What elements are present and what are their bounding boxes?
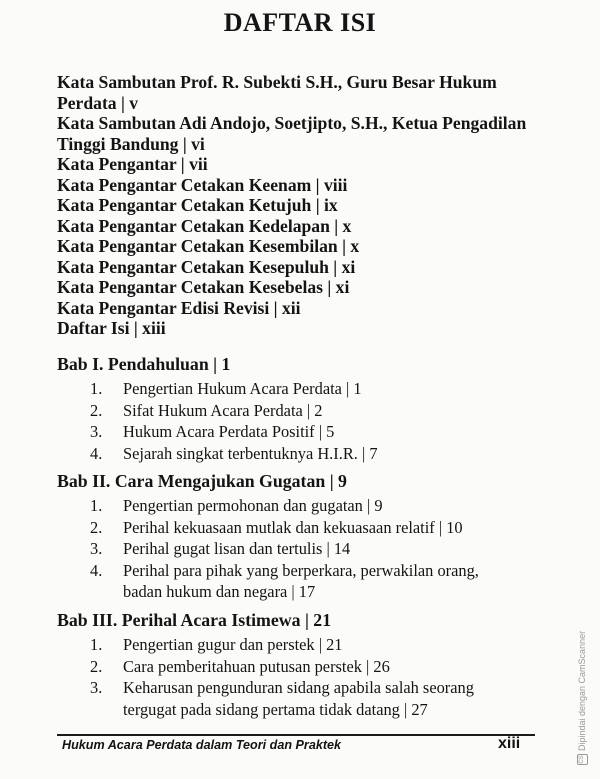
toc-item-number: 4.: [90, 443, 103, 463]
toc-item-text: Sejarah singkat terbentuknya H.I.R. | 7: [123, 443, 378, 463]
toc-item-text: Pengertian gugur dan perstek | 21: [123, 635, 343, 654]
front-matter-list: [57, 72, 527, 339]
scanner-watermark: [577, 595, 591, 765]
toc-item: [57, 517, 537, 539]
front-matter-line: Kata Pengantar Edisi Revisi | xii: [57, 297, 301, 318]
toc-item-number: 1.: [90, 496, 103, 515]
chapter-section: [57, 470, 537, 603]
front-matter-line: Daftar Isi | xiii: [57, 318, 166, 338]
toc-item-number: 2.: [90, 656, 103, 676]
front-matter-line: Perdata | v: [57, 92, 139, 113]
toc-item-number: 2.: [90, 400, 103, 420]
toc-item-text: Sifat Hukum Acara Perdata | 2: [123, 400, 323, 420]
front-matter-line: Kata Pengantar Cetakan Keenam | viii: [57, 174, 348, 195]
toc-item-text: Pengertian Hukum Acara Perdata | 1: [123, 379, 362, 398]
toc-item: [57, 378, 537, 400]
toc-item-number: 3.: [90, 678, 103, 698]
toc-item: [57, 421, 537, 443]
toc-item: [57, 443, 537, 465]
toc-item-number: 2.: [90, 517, 103, 537]
toc-item-text: Pengertian permohonan dan gugatan | 9: [123, 496, 383, 515]
front-matter-line: Kata Sambutan Prof. R. Subekti S.H., Guru Besar Hukum: [57, 72, 497, 92]
page-title: DAFTAR ISI: [223, 8, 377, 37]
chapter-section: [57, 609, 537, 720]
toc-item: [57, 560, 537, 603]
footer-page-number: xiii: [498, 735, 521, 752]
toc-item-number: 1.: [90, 635, 103, 654]
front-matter-line: Kata Pengantar | vii: [57, 154, 208, 174]
chapter-heading: Bab I. Pendahuluan | 1: [57, 354, 231, 374]
chapter-heading: Bab II. Cara Mengajukan Gugatan | 9: [57, 471, 347, 491]
footer-divider: [57, 734, 535, 736]
toc-item-text: Hukum Acara Perdata Positif | 5: [123, 422, 335, 442]
toc-item-text: Perihal gugat lisan dan tertulis | 14: [123, 539, 351, 559]
toc-item: [57, 400, 537, 422]
toc-item-text: Keharusan pengunduran sidang apabila salah seorang: [123, 678, 474, 698]
front-matter-line: Kata Pengantar Cetakan Kesebelas | xi: [57, 277, 350, 297]
front-matter-line: Kata Pengantar Cetakan Ketujuh | ix: [57, 195, 338, 215]
toc-item-text-continued: badan hukum dan negara | 17: [123, 582, 316, 602]
footer-book-title: Hukum Acara Perdata dalam Teori dan Praktek: [62, 738, 342, 752]
toc-item: [57, 677, 537, 720]
toc-item-number: 4.: [90, 560, 103, 580]
chapter-heading: Bab III. Perihal Acara Istimewa | 21: [57, 610, 332, 630]
front-matter-line: Kata Pengantar Cetakan Kedelapan | x: [57, 215, 352, 236]
watermark-text: Dipindai dengan CamScanner: [577, 630, 587, 751]
front-matter-line: Tinggi Bandung | vi: [57, 133, 205, 154]
toc-item: [57, 495, 537, 517]
toc-item: [57, 634, 537, 656]
toc-item-text: Perihal kekuasaan mutlak dan kekuasaan relatif | 10: [123, 517, 463, 537]
front-matter-line: Kata Pengantar Cetakan Kesepuluh | xi: [57, 256, 356, 277]
toc-item-text: Perihal para pihak yang berperkara, perwakilan orang,: [123, 560, 479, 580]
toc-item-number: 1.: [90, 379, 103, 398]
front-matter-line: Kata Sambutan Adi Andojo, Soetjipto, S.H., Ketua Pengadilan: [57, 113, 527, 133]
toc-item-text-continued: tergugat pada sidang pertama tidak datang | 27: [123, 699, 428, 719]
camscanner-logo-icon: CS: [577, 754, 588, 765]
toc-item: [57, 656, 537, 678]
chapter-section: [57, 353, 537, 464]
front-matter-line: Kata Pengantar Cetakan Kesembilan | x: [57, 236, 360, 256]
toc-item-text: Cara pemberitahuan putusan perstek | 26: [123, 656, 390, 676]
toc-item-number: 3.: [90, 422, 103, 442]
toc-item: [57, 538, 537, 560]
toc-item-number: 3.: [90, 539, 103, 559]
